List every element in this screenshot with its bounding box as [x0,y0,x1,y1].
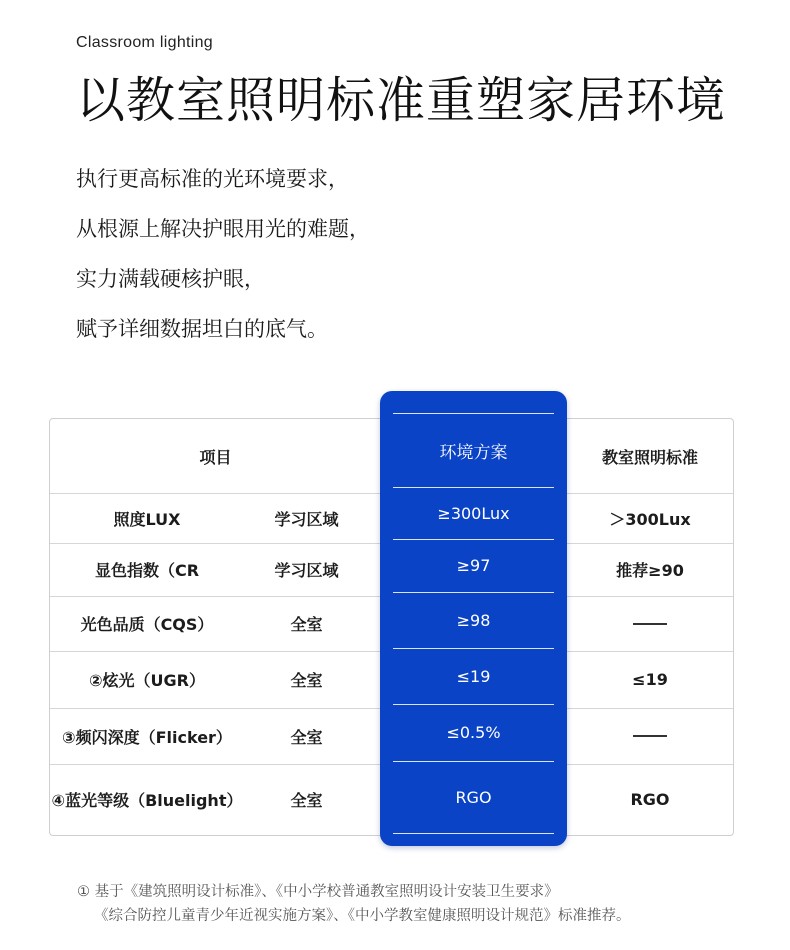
footnote [77,880,631,928]
intro-line: 执行更高标准的光环境要求， [76,167,349,191]
dash-mark [633,735,667,737]
row-item: ④蓝光等级（Bluelight） [51,791,243,810]
row-standard-empty [567,708,733,764]
row-area: 全室 [290,791,323,810]
row-item: 光色品质（CQS） [80,615,214,634]
scheme-value: ≥300Lux [437,503,510,523]
header-standard: 教室照明标准 [601,447,698,467]
row-standard: 推荐≥90 [616,561,684,580]
row-item: 照度LUX [113,509,181,529]
row-item: 显色指数（CR [94,561,200,580]
footnote-line: 《综合防控儿童青少年近视实施方案》、《中小学教室健康照明设计规范》标准推荐。 [94,908,631,924]
scheme-value: ≥97 [456,556,491,575]
intro-line: 实力满载硬核护眼， [76,267,265,291]
row-area: 学习区域 [274,561,339,580]
row-area: 学习区域 [274,509,339,529]
header-item: 项目 [199,447,232,467]
scheme-column-highlight [380,391,567,846]
row-area: 全室 [290,727,323,747]
row-area: 全室 [290,615,323,634]
scheme-value: RGO [455,787,492,807]
row-standard: RGO [630,790,670,809]
row-standard-empty [567,596,733,651]
row-standard: ≤19 [632,670,668,689]
page-title: 以教室照明标准重塑家居环境 [76,72,727,129]
column-divider [393,833,554,834]
row-item: ②炫光（UGR） [89,671,205,690]
intro-line: 从根源上解决护眼用光的难题， [76,217,370,241]
dash-mark [633,623,667,625]
scheme-value: ≤19 [456,666,491,686]
footnote-line: ① 基于《建筑照明设计标准》、《中小学校普通教室照明设计安装卫生要求》 [77,884,559,900]
intro-text [76,164,370,364]
scheme-value: ≥98 [456,610,491,630]
scheme-value: ≤0.5% [446,723,501,742]
row-area: 全室 [290,671,323,690]
row-standard: ＞300Lux [609,509,691,529]
header-scheme: 环境方案 [439,442,508,463]
row-item: ③频闪深度（Flicker） [62,727,232,747]
intro-line: 赋予详细数据坦白的底气。 [76,317,328,341]
subtitle-en: Classroom lighting [76,34,214,51]
